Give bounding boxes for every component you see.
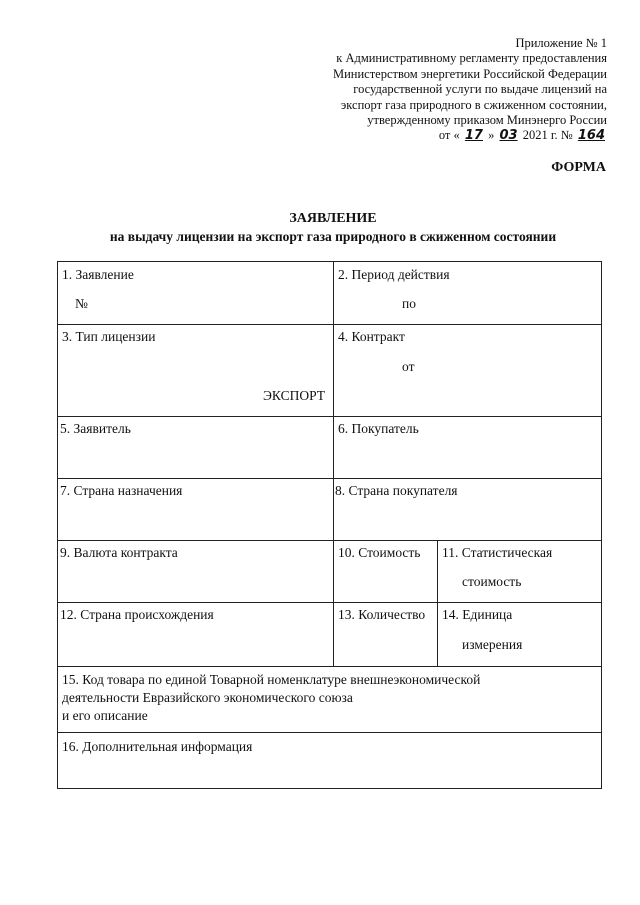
- field-7-destination-country: 7. Страна назначения: [60, 483, 183, 498]
- field-3-export-value: ЭКСПОРТ: [263, 388, 326, 403]
- field-11-cost-label: стоимость: [462, 574, 522, 589]
- annex-line-6: утвержденному приказом Минэнерго России: [367, 113, 607, 128]
- field-5-applicant: 5. Заявитель: [60, 421, 131, 436]
- annex-line-1: Приложение № 1: [515, 36, 607, 50]
- field-9-contract-currency: 9. Валюта контракта: [60, 545, 178, 560]
- field-16-additional-info: 16. Дополнительная информация: [62, 739, 253, 754]
- field-8-buyer-country: 8. Страна покупателя: [335, 483, 458, 498]
- forma-label: ФОРМА: [551, 160, 606, 175]
- row-divider: [58, 478, 601, 479]
- annex-date-line: [333, 128, 607, 143]
- row-divider: [58, 732, 601, 733]
- field-13-quantity: 13. Количество: [338, 607, 426, 622]
- date-prefix: от «: [438, 128, 460, 143]
- field-3-license-type: 3. Тип лицензии: [62, 329, 156, 344]
- field-14-measure-label: измерения: [462, 637, 523, 652]
- field-2-validity-period: 2. Период действия: [338, 267, 450, 282]
- annex-line-4: государственной услуги по выдаче лицензий на: [353, 82, 607, 97]
- annex-line-2: к Административному регламенту предоставления: [336, 51, 607, 66]
- field-4-contract: 4. Контракт: [338, 329, 405, 344]
- field-6-buyer: 6. Покупатель: [338, 421, 419, 436]
- field-4-from-label: от: [402, 359, 415, 374]
- handwritten-month: 03: [499, 128, 518, 144]
- handwritten-day: 17: [464, 128, 483, 144]
- row-divider: [58, 324, 601, 325]
- row-divider: [58, 666, 601, 667]
- column-divider: [437, 540, 438, 666]
- row-divider: [58, 540, 601, 541]
- document-title: ЗАЯВЛЕНИЕ: [289, 211, 377, 226]
- field-1-application: 1. Заявление: [62, 267, 134, 282]
- annex-line-3: Министерством энергетики Российской Федерации: [332, 66, 607, 81]
- date-year: 2021 г. №: [522, 128, 573, 143]
- field-15-line-3: и его описание: [62, 708, 148, 723]
- column-divider: [333, 262, 334, 666]
- document-subtitle: на выдачу лицензии на экспорт газа природного в сжиженном состоянии: [109, 229, 557, 244]
- annex-header: [333, 36, 607, 144]
- field-15-product-code: [62, 671, 480, 725]
- field-15-line-2: деятельности Евразийского экономического союза: [62, 690, 353, 705]
- field-11-statistical-label: 11. Статистическая: [442, 545, 553, 560]
- field-1-number-label: №: [75, 296, 88, 311]
- field-10-cost: 10. Стоимость: [338, 545, 421, 560]
- row-divider: [58, 602, 601, 603]
- annex-line-5: экспорт газа природного в сжиженном состоянии,: [340, 97, 607, 112]
- field-15-line-1: 15. Код товара по единой Товарной номенклатуре внешнеэкономической: [62, 672, 481, 687]
- field-2-to-label: по: [402, 296, 416, 311]
- field-14-unit-label: 14. Единица: [442, 607, 513, 622]
- application-form-table: [57, 261, 602, 789]
- handwritten-order-number: 164: [577, 128, 605, 144]
- date-mid: »: [488, 128, 495, 143]
- field-12-origin-country: 12. Страна происхождения: [60, 607, 214, 622]
- row-divider: [58, 416, 601, 417]
